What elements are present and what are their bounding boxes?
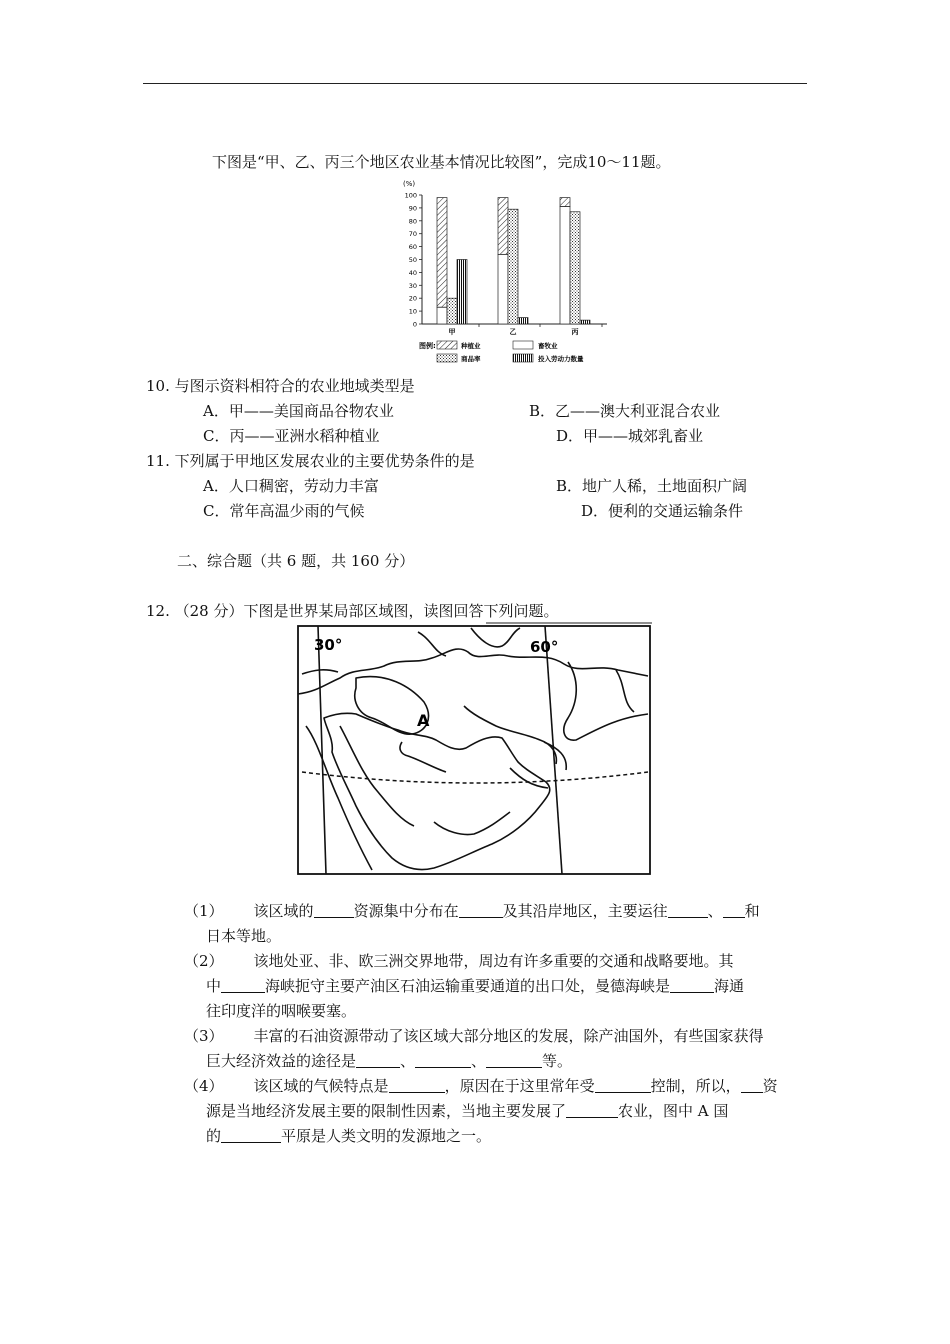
x-category-label: 乙 — [509, 328, 517, 336]
tropic-line — [302, 772, 648, 783]
q12-1-text2: 资源集中分布在 — [353, 902, 459, 920]
legend-title: 图例: — [419, 342, 436, 350]
q11-option-a: A．人口稠密，劳动力丰富 — [203, 477, 379, 495]
q12-4-line3 — [206, 1127, 491, 1145]
q12-2-text1: 该地处亚、非、欧三洲交界地带，周边有许多重要的交通和战略要地。其 — [253, 952, 734, 970]
q12-3-num: （3） — [184, 1027, 224, 1045]
q10-stem: 10. 与图示资料相符合的农业地域类型是 — [146, 377, 415, 395]
q12-3-line1 — [184, 1027, 764, 1045]
legend-crop: 种植业 — [461, 342, 481, 350]
q12-1-text5: 和 — [744, 902, 760, 920]
q12-1-line1 — [184, 902, 760, 920]
legend-swatch-commodity — [437, 354, 457, 362]
bar-segment-crop — [437, 198, 447, 308]
map-frame — [298, 626, 650, 874]
intro-text: 下图是“甲、乙、丙三个地区农业基本情况比较图”，完成10～11题。 — [212, 153, 671, 171]
q12-4-blank5[interactable] — [221, 1128, 281, 1143]
legend-swatch-crop — [437, 341, 457, 349]
bar-labor — [580, 320, 590, 324]
q10-option-d: D．甲——城郊乳畜业 — [556, 427, 704, 445]
country-a-label: A — [417, 711, 430, 730]
q10-option-b: B．乙——澳大利亚混合农业 — [529, 402, 721, 420]
q12-4-text8: 平原是人类文明的发源地之一。 — [281, 1127, 492, 1145]
q12-4-blank3[interactable] — [741, 1078, 763, 1093]
q12-4-text4: 资 — [762, 1077, 778, 1095]
q12-2-num: （2） — [184, 952, 224, 970]
legend-swatch-livestock — [513, 341, 533, 349]
legend-livestock: 畜牧业 — [538, 342, 558, 350]
q11-option-b: B．地广人稀，土地面积广阔 — [556, 477, 748, 495]
bar-segment-crop — [498, 198, 508, 255]
legend-commodity: 商品率 — [461, 355, 481, 363]
q12-3-text2: 巨大经济效益的途径是 — [206, 1052, 357, 1070]
q12-4-blank2[interactable] — [595, 1078, 651, 1093]
y-tick-label: 20 — [408, 294, 417, 303]
q12-4-text5: 源是当地经济发展主要的限制性因素，当地主要发展了 — [206, 1102, 567, 1120]
q12-4-text2: ，原因在于这里常年受 — [444, 1077, 595, 1095]
y-tick-label: 10 — [408, 307, 417, 316]
q12-1-blank4[interactable] — [723, 903, 745, 918]
q12-4-blank4[interactable] — [566, 1103, 618, 1118]
bar-labor — [457, 260, 467, 325]
q12-3-line2 — [206, 1052, 572, 1070]
q12-3-text3: 、 — [400, 1052, 416, 1070]
y-tick-label: 90 — [408, 204, 417, 213]
q12-4-text6: 农业，图中 A 国 — [618, 1102, 729, 1120]
q12-3-text5: 等。 — [542, 1052, 573, 1070]
q11-stem: 11. 下列属于甲地区发展农业的主要优势条件的是 — [146, 452, 475, 470]
q10-option-c: C．丙——亚洲水稻种植业 — [203, 427, 380, 445]
q12-1-text4: 、 — [707, 902, 723, 920]
q12-1-text3: 及其沿岸地区，主要运往 — [502, 902, 668, 920]
q12-2-text4: 海通 — [714, 977, 745, 995]
bar-segment-livestock — [437, 307, 447, 324]
q12-1-text1: 该区域的 — [253, 902, 314, 920]
bar-commodity — [508, 209, 518, 324]
bar-labor — [518, 318, 528, 324]
q11-option-d: D．便利的交通运输条件 — [581, 502, 744, 520]
q12-2-text3: 海峡扼守主要产油区石油运输重要通道的出口处，曼德海峡是 — [265, 977, 671, 995]
x-category-label: 丙 — [571, 328, 579, 336]
q12-4-line1 — [184, 1077, 778, 1095]
q12-3-blank1[interactable] — [356, 1053, 400, 1068]
y-tick-label: 0 — [412, 320, 417, 329]
q12-3-blank3[interactable] — [486, 1053, 542, 1068]
q12-1-line2: 日本等地。 — [206, 927, 282, 945]
header-rule — [143, 83, 807, 84]
y-tick-label: 50 — [408, 256, 417, 264]
q12-1-blank1[interactable] — [314, 903, 354, 918]
bar-segment-livestock — [560, 207, 570, 324]
y-tick-label: 30 — [408, 281, 417, 290]
bar-segment-crop — [560, 198, 570, 207]
q12-2-line2 — [206, 977, 744, 995]
q12-2-line3: 往印度洋的咽喉要塞。 — [206, 1002, 357, 1020]
y-tick-label: 100 — [404, 191, 417, 200]
bar-segment-livestock — [498, 254, 508, 324]
y-tick-label: 70 — [408, 230, 417, 239]
q12-2-text2: 中 — [206, 977, 222, 995]
q12-1-blank2[interactable] — [459, 903, 503, 918]
agriculture-bar-chart — [395, 178, 620, 368]
q12-stem: 12. （28 分）下图是世界某局部区域图，读图回答下列问题。 — [146, 602, 559, 620]
section-heading: 二、综合题（共 6 题，共 160 分） — [177, 552, 415, 570]
y-tick-label: 80 — [408, 217, 417, 226]
q12-2-blank1[interactable] — [221, 978, 265, 993]
q12-2-line1 — [184, 952, 734, 970]
bar-commodity — [570, 212, 580, 324]
y-unit-label: (%) — [403, 180, 416, 188]
bar-commodity — [447, 298, 457, 324]
lon-30-label: 30° — [314, 636, 343, 654]
q12-4-text3: 控制，所以， — [650, 1077, 741, 1095]
coastlines — [298, 628, 648, 870]
q12-1-num: （1） — [184, 902, 224, 920]
q12-4-text1: 该区域的气候特点是 — [253, 1077, 389, 1095]
q12-4-text7: 的 — [206, 1127, 222, 1145]
q11-option-c: C．常年高温少雨的气候 — [203, 502, 365, 520]
q10-option-a: A．甲——美国商品谷物农业 — [203, 402, 394, 420]
q12-1-blank3[interactable] — [668, 903, 708, 918]
y-tick-label: 60 — [408, 243, 417, 252]
q12-2-blank2[interactable] — [670, 978, 714, 993]
x-category-label: 甲 — [448, 328, 456, 336]
q12-3-text1: 丰富的石油资源带动了该区域大部分地区的发展，除产油国外，有些国家获得 — [253, 1027, 764, 1045]
legend-swatch-labor — [513, 354, 533, 362]
q12-3-blank2[interactable] — [415, 1053, 471, 1068]
q12-3-text4: 、 — [471, 1052, 487, 1070]
q12-4-num: （4） — [184, 1077, 224, 1095]
legend-labor: 投入劳动力数量 — [538, 355, 584, 363]
region-map — [296, 622, 654, 876]
lon-60-label: 60° — [530, 638, 559, 656]
y-tick-label: 40 — [408, 268, 417, 277]
q12-4-line2 — [206, 1102, 728, 1120]
q12-4-blank1[interactable] — [389, 1078, 445, 1093]
